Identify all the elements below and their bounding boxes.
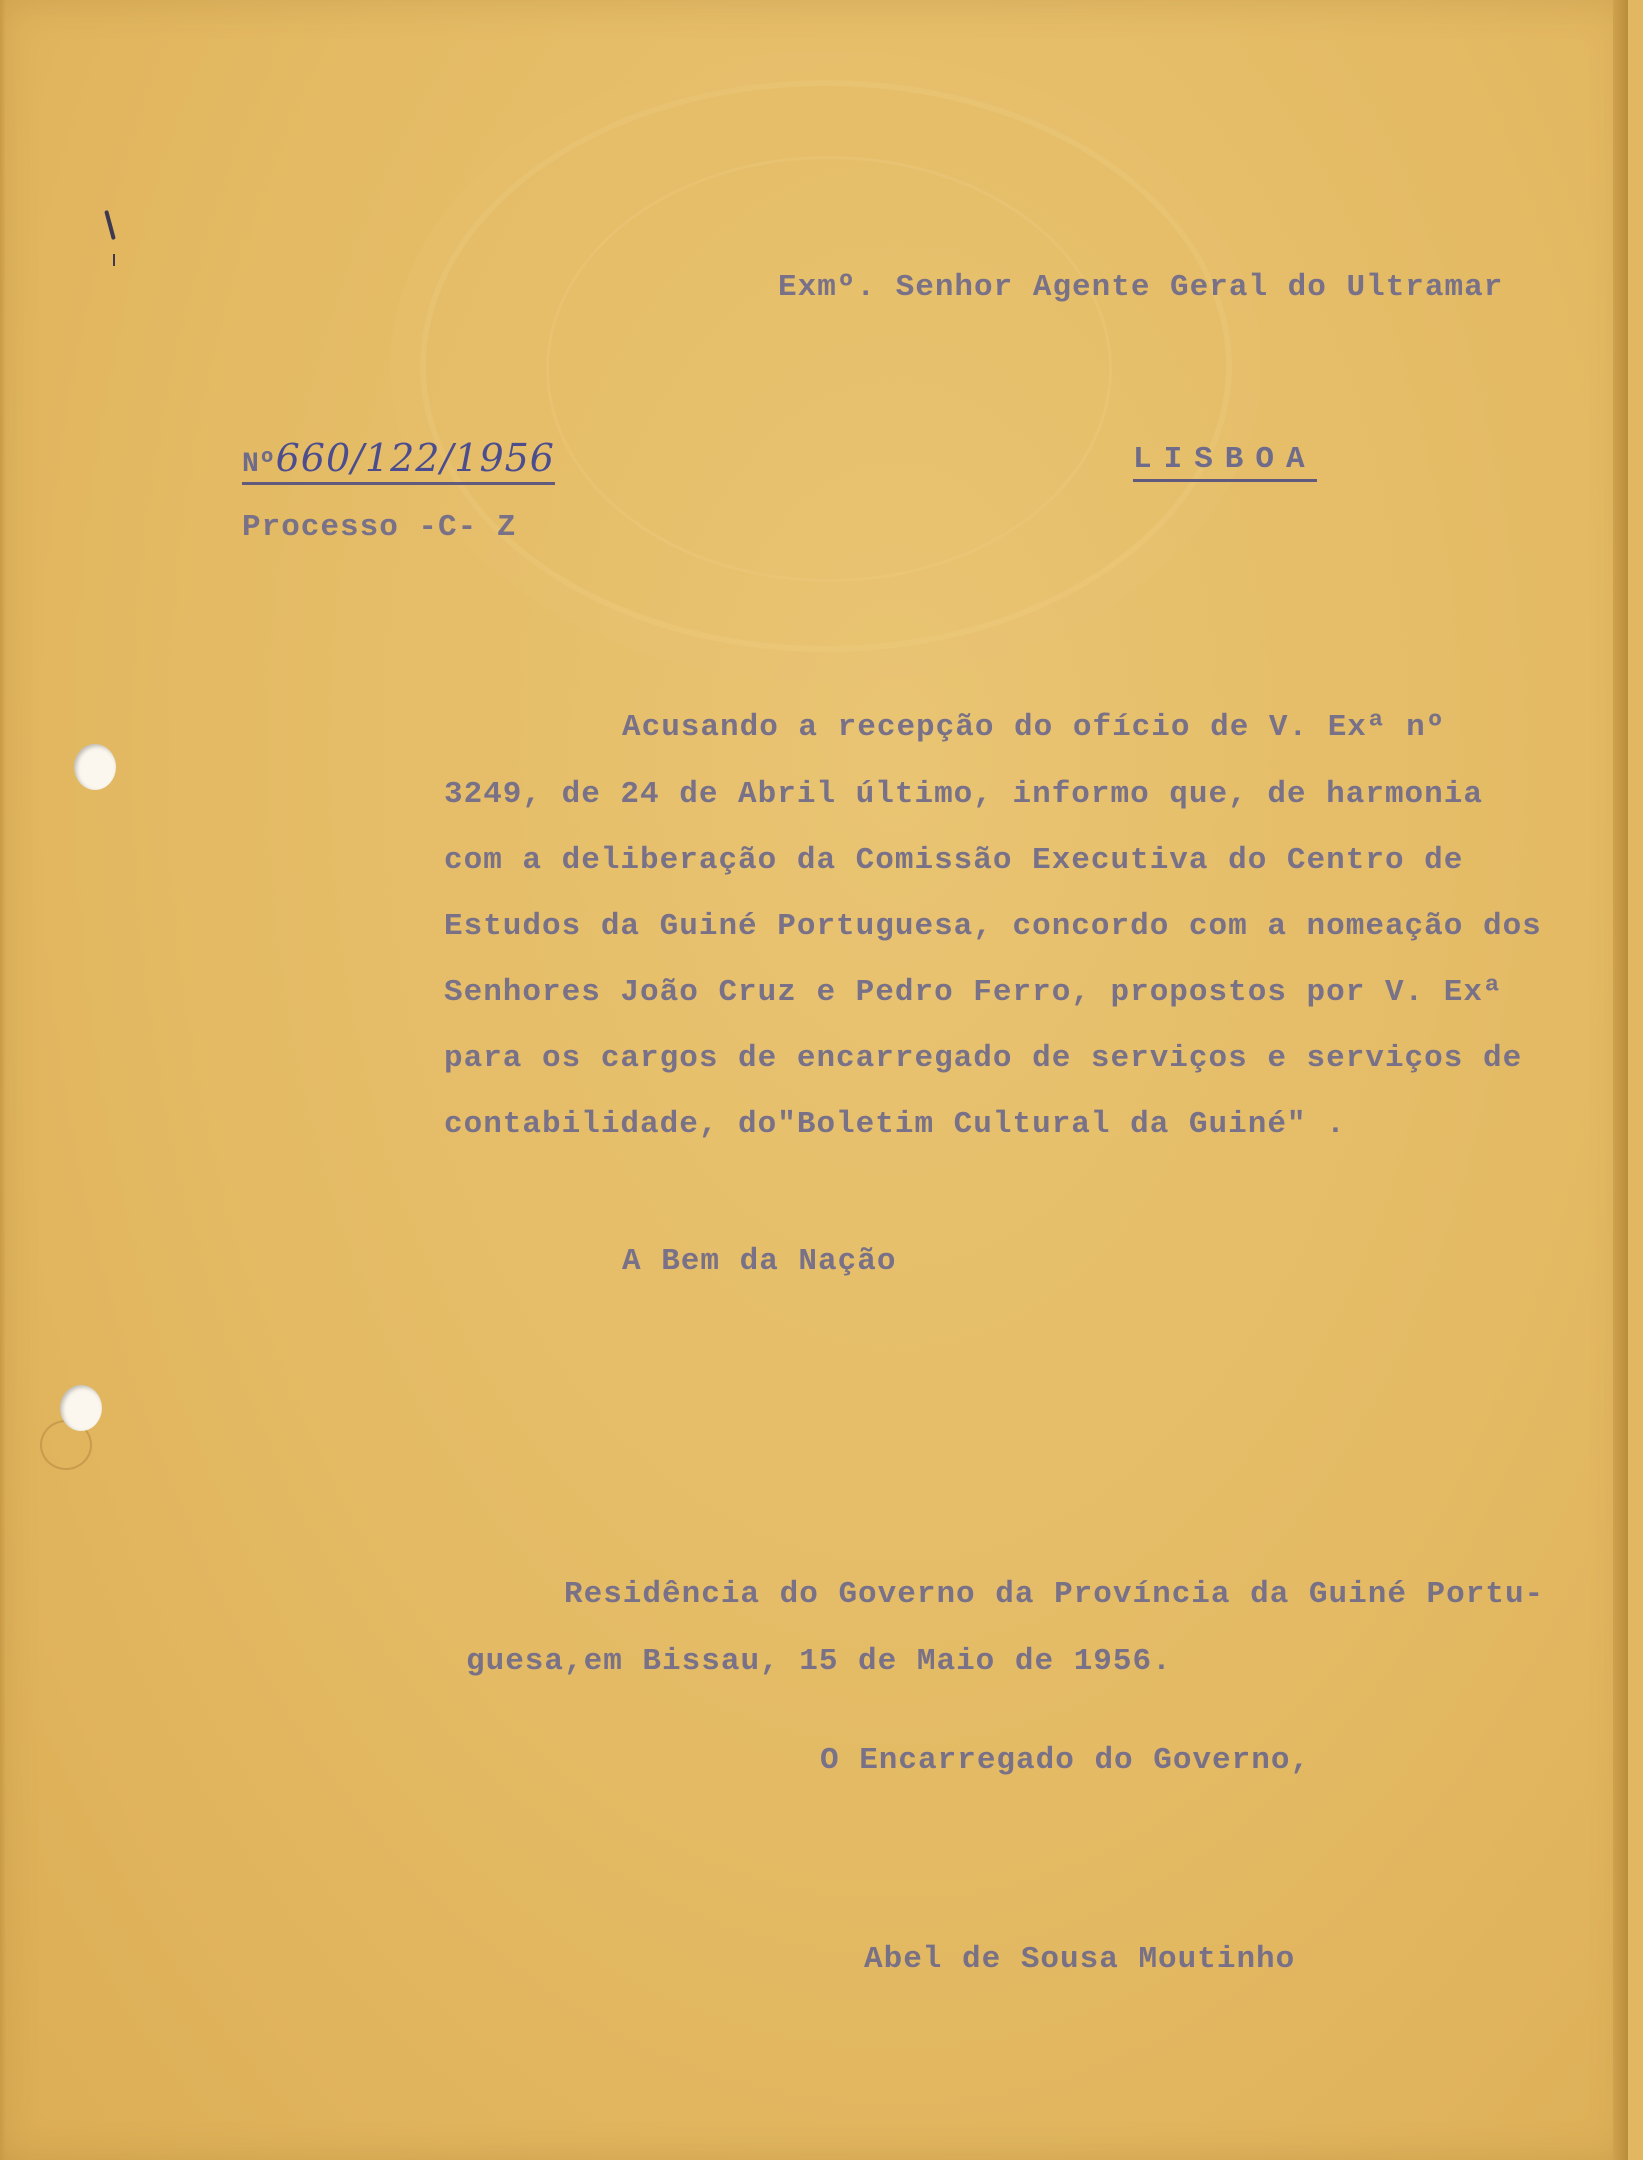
body-line-7: contabilidade, do"Boletim Cultural da Guiné" . [444,1107,1346,1142]
signatory-name: Abel de Sousa Moutinho [864,1942,1296,1977]
body-line-6: para os cargos de encarregado de serviços e serviços de [444,1041,1523,1076]
margin-pencil-mark [104,210,116,240]
watermark-seal-inner [546,156,1112,582]
body-line-3: com a deliberação da Comissão Executiva do Centro de [444,843,1464,878]
body-line-4: Estudos da Guiné Portuguesa, concordo com a nomeação dos [444,909,1542,944]
paper-left-edge [0,0,6,2160]
process-line: Processo -C- Z [242,510,517,545]
punch-hole-bottom [60,1385,102,1431]
place-date-line-2: guesa,em Bissau, 15 de Maio de 1956. [466,1644,1172,1679]
watermark-seal [420,80,1232,652]
paper-right-edge [1613,0,1628,2160]
reference-handwritten: 660/122/1956 [275,436,555,480]
addressee-line: Exmº. Senhor Agente Geral do Ultramar [778,270,1504,305]
signatory-title: O Encarregado do Governo, [820,1743,1311,1778]
body-line-1: Acusando a recepção do ofício de V. Exª nº [622,710,1446,745]
reference-number [242,436,555,485]
reference-prefix: Nº [242,449,276,480]
body-line-2: 3249, de 24 de Abril último, informo que, de harmonia [444,777,1483,812]
body-line-5: Senhores João Cruz e Pedro Ferro, propostos por V. Exª [444,975,1503,1010]
city-line: LISBOA [1133,442,1317,482]
place-date-line-1: Residência do Governo da Província da Guiné Portu- [564,1577,1545,1612]
salutation: A Bem da Nação [622,1244,897,1279]
margin-pencil-mark-dot [113,254,115,266]
punch-hole-top [74,744,116,790]
